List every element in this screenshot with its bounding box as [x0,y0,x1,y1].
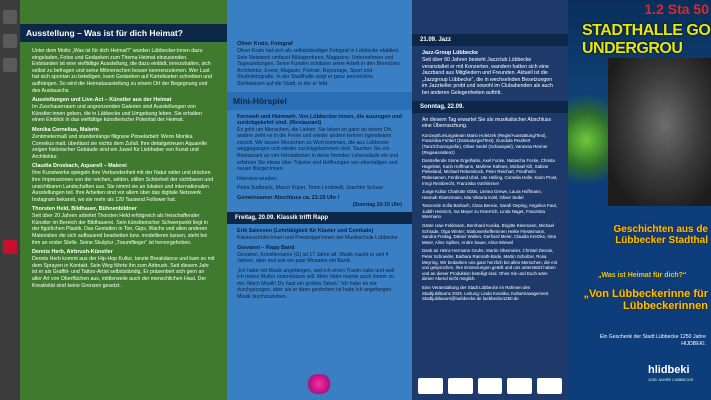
hoerspiel-subtitle: Fernweh und Heimweh. Von Lübbecker:innen, die auszogen und zurückgekehrt sind. (Restaurant) [237,113,402,126]
jazz-heading: 21.09. Jazz [412,34,568,46]
sponsor-logo [507,378,532,394]
footer-text: Eine Veranstaltung der Stadt Lübbecke im Rahmen des Stadtjubiläums 2025. Leitung: Linda Kosnika, Kulturmanagement Stadtjubilaeum@luebbecke.de luebbecke1250.de [422,285,549,302]
sponsor-logo [537,378,562,394]
poster-logo-subtitle: 1250 JAHRE LÜBBECKE [648,377,694,382]
artist-bio: Ihre Kunstwerke spiegeln ihre Verbundenheit mit der Natur wider und drücken ihre Impressionen von der reichen, wilden, stillen Schönheit der sichtbaren und unsichtbaren Landschaften aus. Sie nimmt sie an lokalen und internationalen Ausstellungen teil. Ihre Arbeiten sind vor allem über das digitale Netzwerk Instagram bekannt, wo sie mehr als 120 Tausend Follower hat. [32,170,214,203]
panel-credits [412,0,568,400]
exhibition-heading: Ausstellung – Was ist für dich Heimat? [20,24,227,42]
credits-text: Konzept/Leitungsteam Mario Holetzek (Regie/Ausstattung/Text), Franziska Fuhlert (Dramaturgie/Text), Gundula Peuthert (Tanz/Choreografie), Oliver Sedel (Schauspiel), Vanessa Renner (Regieassistenz) [422,132,548,155]
tool-panel [0,0,21,400]
hoerspiel-text: Es geht um Menschen, die Lieben. Sie leben im ganz an einem Ort, andere zieht es in die Ferne und wieder andere kehren irgendwann zurück. Wir lassen Menschen zu Wort kommen, die aus Lübbecke weggegangen und wieder zurückgekommen sind. Tauchen Sie ein Restaurant an vier Hörstationen in diese fremden Lebensläufe ein und erfahren Sie etwas über Träume und Hoffnungen von ehemaligen und neuen Bürger:innen. [237,126,399,173]
panel-exhibition [20,0,227,400]
panel-poster [568,0,711,400]
exhibition-intro: Unter dem Motto „Was ist für dich Heimat?“ wurden Lübbecker:innen dazu eingeladen, Fotos und Gedanken zum Thema Heimat einzusenden. Entstanden ist eine vielfältige Ausstellung, die dazu einlädt, innezuhalten, sich selbst zu befragen und seine Mitmenschen besser kennenzulernen. Wer Lust hat sich spontan zu beteiligen, kann Gedanken auf Karteikarten schreiben und aufhängen. So wird die Heimatausstellung zu einem Ort der Begegnung und des Austauschs. [32,48,212,94]
poster-subtitle-2: „Von Lübbeckerinne für Lübbeckerinnen [583,288,708,312]
artist-name: Monika Cornelius, Malerin [32,126,99,133]
sunday-heading: Sonntag, 22.09. [412,101,568,113]
performer-text: Klavierschüler:innen und Preisträger:innen der Musikschule Lübbecke [237,234,398,241]
credits-text: Darstellende Sinne Ergelhahn, Axel Focke, Natascha Focke, Christa Hagelstei, Karin Hoffmann, Marlene Kahnes, Michael Kill, Sabine Piekeland, Michael Rebenstock, Peter Reichart, Friedhelm Rübesamen, Ferdinand Ubel, Ute Helling, Cornelia Holle, Karin Prost, Irmgi Reinbrecht, Franziska Vonhimmer [422,158,558,186]
interview-names: Petra Sudbrack, Marco Küper, Timm Lindstedt, Joachim Schuer [237,185,384,192]
poster-portrait [608,58,711,206]
poster-date: 1.2 Sta 50 [644,1,709,17]
sponsor-logo [418,378,443,394]
artist-bio: Seit über 20 Jahren arbeitet Thorsten Held erfolgreich als freischaffender Künstler im Bereich der Bildhauerei. Sein künstlerischer Schwerpunkt liegt in der figürlichen Plastik. Das Gestalten in Ton, Gips, Wachs und allen anderen Materialien die sich aufbauend bearbeiten bzw. modellieren lassen, steht bei ihm an erster Stelle. Seine Skulptur „Traumflieger“ ist hervorgehoben. [32,213,208,246]
photographer-name: Oliver Krato, Fotograf [237,41,293,47]
artist-bio: Zentimetermaß und standenlange filigrane Pinselarbeit: Wenn Monika Cornelius malt, überlässt sie nichts dem Zufall. Ihre detailgetreuen Aquarelle zeigen historischer Gebäude sind ein Juwel für Liebhaber von Kunst und Architektur. [32,133,208,160]
move-tool-icon[interactable] [3,10,17,24]
closing-time: Gemeinsamer Abschluss ca. 21:15 Uhr / [237,194,340,201]
poster-logo: hlidbeki [648,364,690,376]
poster-subtitle: Geschichten aus de Lübbecker Stadthal [613,224,708,246]
photographer-bio: Oliver Krato hat sich als selbstständiger Fotograf in Lübbecke etabliert. Sein Netzwerk umfasst Bildagenturen, Magazine, Unternehmen und Tageszeitungen. Seine Kunden schätzen seine Arbeit in den Bereichen Architektur, Event, Magazin, Portrait, Reportage, Sport und Studiofotografie. In der Stadthalle zeigt er ganz persönliche Sichtweisen auf die Stadt, in der er lebt. [237,48,400,87]
sponsor-logo [448,378,473,394]
interview-label: Interview wurden: [237,175,278,182]
poster-gift-text: Ein Geschenk der Stadt Lübbecke 1250 Jahre HIJDBEKI. [599,334,706,347]
jazz-text: Seit über 60 Jahren besteht Jazzclub Lübbecke veranstaltet er mit Konzerten, wandern hatten sich eine Jazzband aus Mitgliedern und Freunden. Aktuell ist die „Jazzgroup Lübbecke“, die in wechselnden Besetzungen im Jazzkeller probt und sowohl im Clubabenden als auch bei anderen Gelegenheiten auftritt. [422,57,553,96]
credits-text: Gäste Uwe Feldmann, Bernhard Kosika, Brigitte Kleemann, Michael Schrade, Olga Winter; Stationenhelferinnen Heike Fiesteimann, Sandra Freitag, Dänier Wellen, Gerhard Meier, Claudia Kretzke, Irina Meier, Aline Spilker, Andre Sauer, Alina Wiewel [422,223,556,245]
credits-text: Tanzende Sofia Barkach, Clara Bensie, Sarah Oeping, Angelica Faut, Judith Heinrich, Ina Meyer zu Knierrich, Linda Naget, Franziska Wermann [422,203,557,220]
friday-heading: Freitag, 20.09. Klassik trifft Rapp [227,212,412,224]
performer-name: Giovanni – Rapp Band [237,244,295,251]
decorative-logo-icon [305,374,333,394]
select-tool-icon[interactable] [3,34,17,48]
sponsor-logos [418,378,562,394]
section-heading: Ausstellungen und Live-Act – Künstler aus der Heimat [32,97,172,104]
artist-bio: Dennis Herb kommt aus der Hip-Hop Kultur, tanzte Breakdance und kam so mit dem Sprayen in Kontakt. Sein Weg führte ihn zum Airbrush. Seit diesem Jahr ist er als Graffiti- und Tattoo-Artist selbstständig. Er präsentiert sich gern an aller Art von Oberflächen aus, mittlerweile auch der menschlichen Haut. Der Kreativität sind keine Grenzen gesetzt. [32,256,215,289]
performer-text: Giovanni, Künstlername (G) ist 17 Jahre alt. Musik macht er seit 4 Jahren, aber erst seit ein paar Monaten mit Band. [237,251,389,265]
sponsor-logo [478,378,503,394]
artist-name: Thorsten Held, Bildhauer, Bühnenbildner [32,206,137,213]
credits-text: Junge Kultur Charlotte Gläts, Linnea Grewe, Laura Hoffmann, Hannah Kloetzmann, Mia Viktoria Kahl, Oliver Sedel [422,189,542,200]
thanks-text: Dank an Heinz-Hermann Gruhe, Martin Obermeier, Christel Desoie, Peter Schneider, Barbara Ramrath-Bode, Martin Scholzer, Rosa Meyring. Wir bedanken uns ganz herzlich bei allen Menschen, die mit uns gesprochen, ihre Erinnerungen geteilt und uns unterstützt haben und an dieser Produktion beteiligt sind. Ohne Sie und Euch wäre dieser Abend nicht möglich. [422,248,557,282]
artist-name: Dennis Herb, Airbrush-Künstler [32,249,113,256]
sunday-text: An diesem Tag erwartet Sie als musikalischer Abschluss eine Überraschung. [422,116,552,130]
pen-tool-icon[interactable] [3,58,17,72]
section-text: Im Zuschauerraum und angrenzenden Galerien sind Ausstellungen von Künstler:innen geben, die in Lübbecke und Umgebung leben. Sie erhalten einen Einblick in das vielfältige künstlerische Potential der Heimat. [32,104,202,124]
panel-program [227,0,412,400]
hoerspiel-heading: Mini-Hörspiel [227,92,412,110]
closing-time-sunday: (Sonntag 20:15 Uhr) [352,201,402,208]
artist-name: Claudia Drosbach, Aquarell – Malerei [32,163,127,170]
poster-quote: „Was ist Heimat für dich?“ [598,272,687,279]
jazz-group-name: Jazz-Group Lübbecke [422,50,479,56]
poster-title: STADTHALLE GO [582,22,711,39]
color-swatch[interactable] [3,240,17,254]
poster-title-2: UNDERGROU [582,40,683,57]
performer-name: Erik Salvesen (Lehrtätigkeit für Klavier und Cembalo) [237,227,374,234]
performer-quote: „Ich habe mit Musik angefangen, weil ich einen Traum habe und weil ich meine Mutter unterstützen will. Mein Vater meinte auch immer zu mir: Mach Musik! Du hast ein großes Talent.“ Ich habe es nie durchgezogen, aber als er dann gestorben ist habe ich angefangen, Musik durchzuziehen. [237,267,395,301]
